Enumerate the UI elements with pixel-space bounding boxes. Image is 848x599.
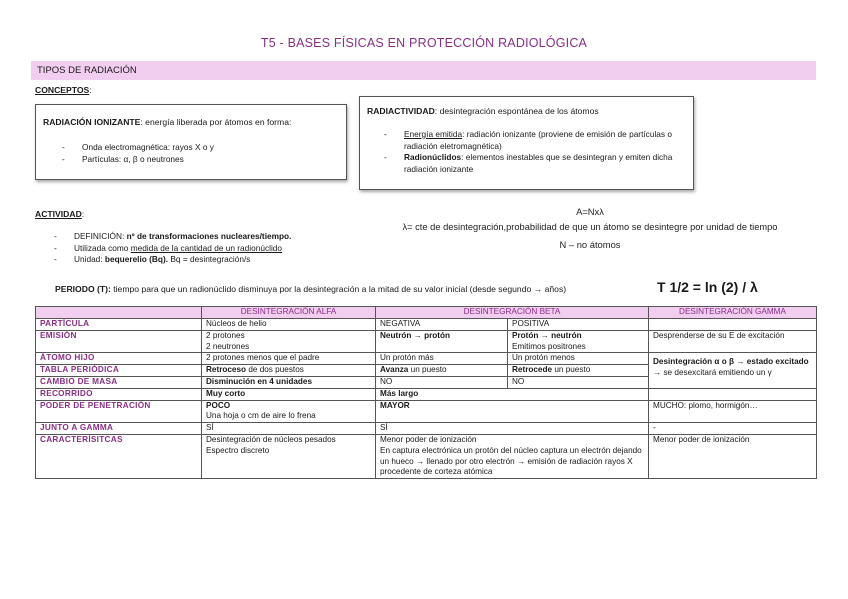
table-row: [36, 319, 817, 331]
table-row: [36, 330, 817, 353]
cell: Más largo: [376, 388, 649, 400]
cell: [649, 388, 817, 400]
cell: NO: [508, 376, 649, 388]
row-label: CARACTERÍSITCAS: [36, 434, 202, 478]
table-header-row: [36, 307, 817, 319]
row-label: PARTÍCULA: [36, 319, 202, 331]
list-item: - Utilizada como medida de la cantidad de un radionúclido: [52, 243, 372, 255]
radiactividad-box: [359, 96, 694, 190]
formula-lambda: λ= cte de desintegración,probabilidad de que un átomo se desintegre por unidad de tiempo: [402, 222, 778, 232]
actividad-heading: ACTIVIDAD:: [35, 209, 85, 219]
cell: POCO Una hoja o cm de aire lo frena: [202, 400, 376, 423]
cell: 2 protones 2 neutrones: [202, 330, 376, 353]
formula-activity: A=Nxλ: [576, 206, 604, 217]
header-cell: DESINTEGRACIÓN GAMMA: [649, 307, 817, 319]
conceptos-heading: CONCEPTOS:: [35, 85, 92, 95]
cell: Retroceso de dos puestos: [202, 365, 376, 377]
header-cell: [36, 307, 202, 319]
cell: Avanza un puesto: [376, 365, 508, 377]
cell: Desprenderse de su E de excitación: [649, 330, 817, 353]
table-row: [36, 388, 817, 400]
cell: MUCHO: plomo, hormigón…: [649, 400, 817, 423]
cell: NEGATIVA: [376, 319, 508, 331]
actividad-list: [52, 231, 372, 266]
section-band: [31, 61, 816, 80]
cell: Retrocede un puesto: [508, 365, 649, 377]
row-label: JUNTO A GAMMA: [36, 423, 202, 435]
cell: Desintegración α o β → estado excitado → se desexcitará emitiendo un γ: [649, 353, 817, 388]
cell: Menor poder de ionización: [649, 434, 817, 478]
row-label: TABLA PERIÓDICA: [36, 365, 202, 377]
row-label: PODER DE PENETRACIÓN: [36, 400, 202, 423]
cell: Protón → neutrón Emitimos positrones: [508, 330, 649, 353]
table-row: [36, 434, 817, 478]
formula-n: N – no átomos: [559, 239, 621, 250]
cell: 2 protones menos que el padre: [202, 353, 376, 365]
table-row: [36, 400, 817, 423]
comparison-table: [35, 306, 817, 479]
row-label: EMISIÓN: [36, 330, 202, 353]
cell: SÍ: [376, 423, 649, 435]
header-cell: DESINTEGRACIÓN ALFA: [202, 307, 376, 319]
page-title: T5 - BASES FÍSICAS EN PROTECCIÓN RADIOLÓGICA: [260, 36, 588, 50]
cell: [649, 319, 817, 331]
list-item: - Energía emitida: radiación ionizante (proviene de emisión de partículas o radiación eletromagnética): [382, 129, 682, 152]
cell: Desintegración de núcleos pesados Espectro discreto: [202, 434, 376, 478]
cell: Núcleos de helio: [202, 319, 376, 331]
list-item: - DEFINICIÓN: nº de transformaciones nucleares/tiempo.: [52, 231, 372, 243]
cell: NO: [376, 376, 508, 388]
table-row: [36, 423, 817, 435]
cell: Un protón más: [376, 353, 508, 365]
radiactividad-list: [382, 129, 682, 175]
section-title: TIPOS DE RADIACIÓN: [37, 65, 137, 76]
cell: POSITIVA: [508, 319, 649, 331]
ionizante-list: [60, 142, 340, 165]
list-item: - Partículas: α, β o neutrones: [60, 154, 340, 166]
header-cell: DESINTEGRACIÓN BETA: [376, 307, 649, 319]
list-item: - Radionúclidos: elementos inestables que se desintegran y emiten dicha radiación ionizante: [382, 152, 682, 175]
cell: Neutrón → protón: [376, 330, 508, 353]
periodo-text: PERIODO (T): tiempo para que un radionúclido disminuya por la desintegración a la mitad de su valor inicial (desde segundo → años): [55, 284, 567, 294]
list-item: - Unidad: bequerelio (Bq). Bq = desintegración/s: [52, 254, 372, 266]
cell: -: [649, 423, 817, 435]
row-label: RECORRIDO: [36, 388, 202, 400]
cell: Menor poder de ionización En captura electrónica un protón del núcleo captura un electrón dejando un hueco → llenado por otro electrón → emisión de radiación rayos X procedente de corteza atómica: [376, 434, 649, 478]
periodo-formula: T 1/2 = ln (2) / λ: [657, 279, 758, 295]
table-row: [36, 353, 817, 365]
cell: Muy corto: [202, 388, 376, 400]
radiactividad-definition: RADIACTIVIDAD: desintegración espontánea de los átomos: [367, 106, 599, 116]
cell: Un protón menos: [508, 353, 649, 365]
cell: SÍ: [202, 423, 376, 435]
row-label: CAMBIO DE MASA: [36, 376, 202, 388]
list-item: - Onda electromagnética: rayos X o y: [60, 142, 340, 154]
row-label: ÁTOMO HIJO: [36, 353, 202, 365]
ionizante-box: [35, 104, 347, 180]
cell: Disminución en 4 unidades: [202, 376, 376, 388]
cell: MAYOR: [376, 400, 649, 423]
ionizante-definition: RADIACIÓN IONIZANTE: energía liberada por átomos en forma:: [43, 117, 292, 127]
